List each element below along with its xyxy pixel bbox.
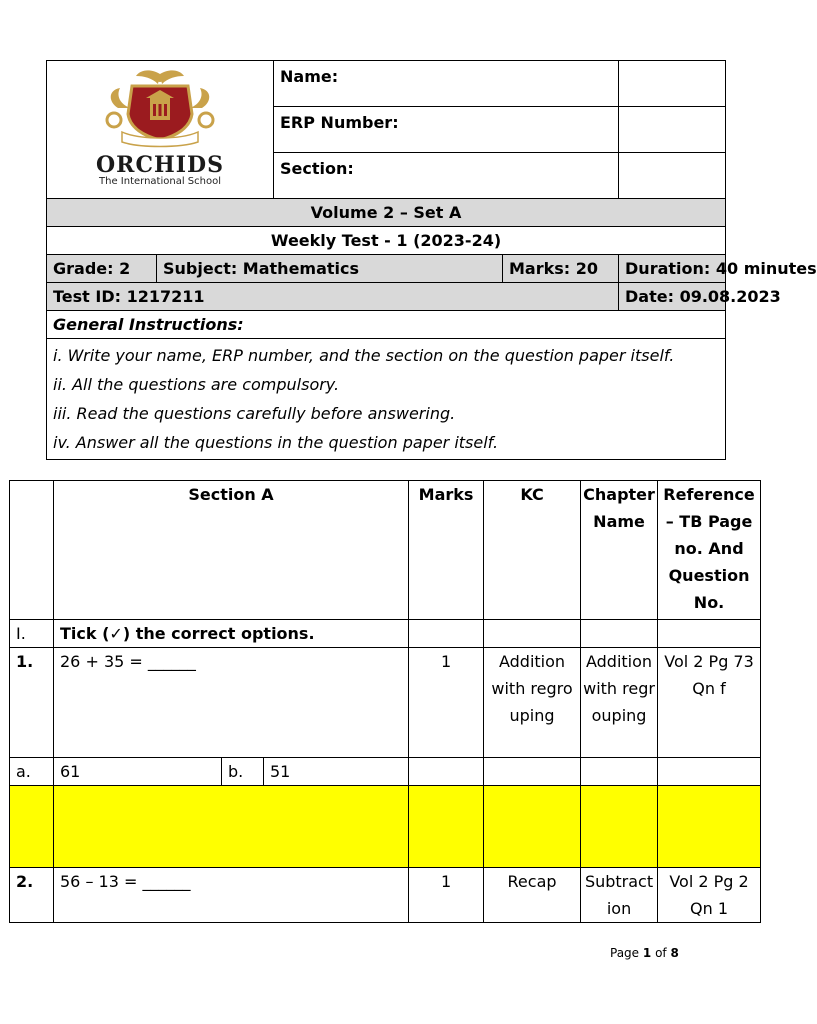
highlight-row bbox=[10, 786, 761, 868]
option-b-label: b. bbox=[222, 758, 264, 786]
name-label: Name: bbox=[274, 61, 619, 107]
header-reference: Reference – TB Page no. And Question No. bbox=[658, 481, 761, 620]
question-table bbox=[9, 480, 761, 923]
section-instruction: Tick (✓) the correct options. bbox=[54, 620, 409, 648]
instructions-list bbox=[47, 339, 726, 460]
page-total: 8 bbox=[670, 946, 679, 960]
page-number: 1 bbox=[642, 946, 652, 960]
subject-cell: Subject: Mathematics bbox=[157, 255, 503, 283]
option-a-label: a. bbox=[10, 758, 54, 786]
question-text: 56 – 13 = ______ bbox=[54, 868, 409, 923]
question-chapter: Subtraction bbox=[581, 868, 658, 923]
marks-cell: Marks: 20 bbox=[503, 255, 619, 283]
header-section: Section A bbox=[54, 481, 409, 620]
question-text: 26 + 35 = ______ bbox=[54, 648, 409, 758]
page-word: Page bbox=[610, 946, 640, 960]
option-a-value[interactable]: 61 bbox=[54, 758, 222, 786]
question-reference: Vol 2 Pg 2 Qn 1 bbox=[658, 868, 761, 923]
question-kc: Recap bbox=[484, 868, 581, 923]
section-number: I. bbox=[10, 620, 54, 648]
instructions-title: General Instructions: bbox=[47, 311, 726, 339]
duration-cell: Duration: 40 minutes bbox=[619, 255, 726, 283]
question-marks: 1 bbox=[409, 648, 484, 758]
option-b-value[interactable]: 51 bbox=[264, 758, 409, 786]
question-reference: Vol 2 Pg 73 Qn f bbox=[658, 648, 761, 758]
test-title: Weekly Test - 1 (2023-24) bbox=[47, 227, 726, 255]
question-chapter: Addition with regrouping bbox=[581, 648, 658, 758]
header-chapter: Chapter Name bbox=[581, 481, 658, 620]
instruction-item: i. Write your name, ERP number, and the section on the question paper itself. bbox=[53, 346, 675, 365]
header-table bbox=[46, 60, 817, 460]
instruction-item: iii. Read the questions carefully before answering. bbox=[53, 404, 456, 423]
instruction-item: iv. Answer all the questions in the question paper itself. bbox=[53, 433, 499, 452]
brand-subtitle: The International School bbox=[99, 175, 221, 187]
instruction-item: ii. All the questions are compulsory. bbox=[53, 375, 340, 394]
question-kc: Addition with regrouping bbox=[484, 648, 581, 758]
page-footer bbox=[610, 946, 679, 960]
erp-field[interactable] bbox=[619, 107, 726, 153]
name-field[interactable] bbox=[619, 61, 726, 107]
question-number: 2. bbox=[10, 868, 54, 923]
crest-icon bbox=[100, 68, 220, 146]
school-logo bbox=[90, 68, 230, 188]
question-marks: 1 bbox=[409, 868, 484, 923]
erp-label: ERP Number: bbox=[274, 107, 619, 153]
of-word: of bbox=[655, 946, 667, 960]
header-blank bbox=[10, 481, 54, 620]
grade-cell: Grade: 2 bbox=[47, 255, 157, 283]
brand-name: ORCHIDS bbox=[96, 151, 224, 178]
section-label: Section: bbox=[274, 153, 619, 199]
date-cell: Date: 09.08.2023 bbox=[619, 283, 726, 311]
logo-cell bbox=[47, 61, 274, 199]
volume-title: Volume 2 – Set A bbox=[47, 199, 726, 227]
question-number: 1. bbox=[10, 648, 54, 758]
test-id-cell: Test ID: 1217211 bbox=[47, 283, 619, 311]
header-marks: Marks bbox=[409, 481, 484, 620]
header-kc: KC bbox=[484, 481, 581, 620]
section-field[interactable] bbox=[619, 153, 726, 199]
